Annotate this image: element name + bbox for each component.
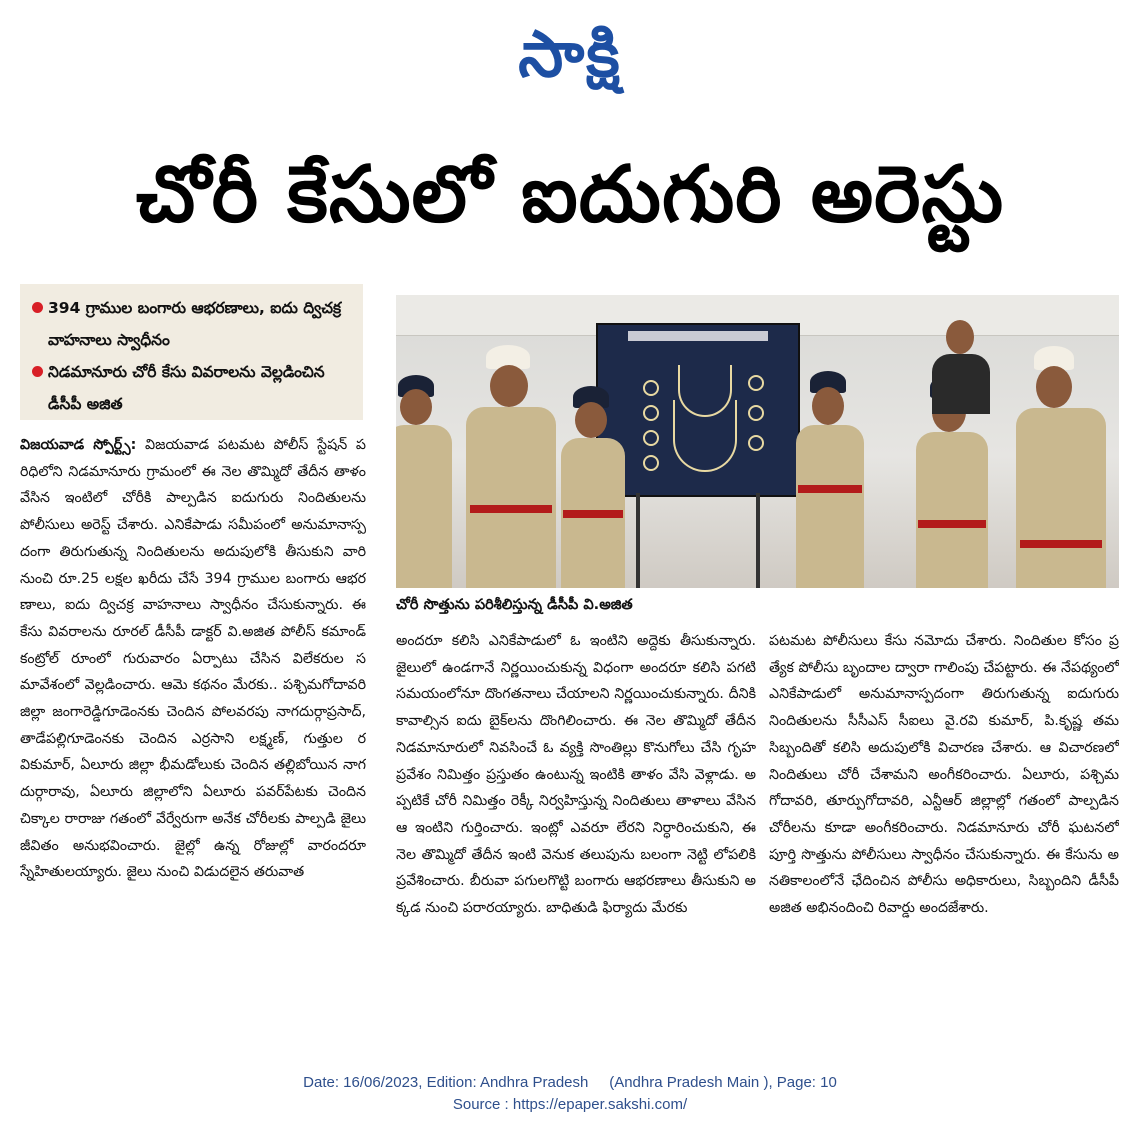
bangle-icon (748, 375, 764, 391)
headline: చోరీ కేసులో ఐదుగురి అరెస్టు (135, 150, 1005, 240)
highlight-text: 394 గ్రాముల బంగారు ఆభరణాలు, ఐదు ద్విచక్ర వాహనాలు స్వాధీనం (48, 299, 342, 349)
source-footer (0, 1072, 1140, 1116)
article-text: విజయవాడ పటమట పోలీస్ స్టేషన్ పరిధిలోని నిడమానూరు గ్రామంలో ఈ నెల తొమ్మిదో తేదీన తాళం వేసిన ఇంటిలో చోరీకి పాల్పడిన ఐదుగురు నిందితులను పోలీసులు అరెస్ట్ చేశారు. ఎనికేపాడు సమీపంలో అనుమానాస్పదంగా తిరుగుతున్న నిందితులను అదుపులోకి తీసుకుని వారి నుంచి రూ.25 లక్షల ఖరీదు చేసే 394 గ్రాముల బంగారు ఆభరణాలు, ఐదు ద్విచక్ర వాహనాలు స్వాధీనం చేసుకున్నారు. ఈ కేసు వివరాలను రూరల్ డీసీపీ డాక్టర్ వి.అజిత పోలీస్ కమాండ్ కంట్రోల్ రూంలో గురువారం ఏర్పాటు చేసిన విలేకరుల సమావేశంలో వెల్లడించారు. ఆమె కథనం మేరకు.. పశ్చిమగోదావరి జిల్లా జంగారెడ్డిగూడెంనకు చెందిన పోలవరపు నాగదుర్గాప్రసాద్, తాడేపల్లిగూడెంనకు చెందిన ఎర్రసాని లక్ష్మణ్, గుత్తుల రవికుమార్, ఏలూరు జిల్లా భీమడోలుకు చెందిన తల్లిబోయిన నాగదుర్గారావు, ఏలూరు జిల్లాలోని ఏలూరు పవర్‌పేటకు చెందిన చిక్కాల రారాజు గతంలో వేర్వేరుగా అనేక చోరీలకు పాల్పడి జైలు జీవితం అనుభవించారు. జైల్లో ఉన్న రోజుల్లో వారందరూ స్నేహితులయ్యారు. జైలు నుంచి విడుదలైన తరువాత (20, 437, 366, 881)
board-label (628, 331, 768, 341)
highlight-item (30, 292, 355, 356)
bangle-icon (748, 405, 764, 421)
easel-leg (756, 493, 760, 588)
bullet-icon (32, 302, 43, 313)
easel-leg (636, 493, 640, 588)
dateline: విజయవాడ స్పోర్ట్స్: (20, 437, 137, 453)
ring-icon (643, 405, 659, 421)
necklace-icon (673, 400, 737, 472)
article-text: పటమట పోలీసులు కేసు నమోదు చేశారు. నిందితుల కోసం ప్రత్యేక పోలీసు బృందాల ద్వారా గాలింపు చేపట్టారు. ఈ నేపథ్యంలో ఎనికేపాడులో అనుమానాస్పదంగా తిరుగుతున్న ఐదుగురు నిందితులను సీసీఎస్ సీఐలు వై.రవి కుమార్, పి.కృష్ణ తమ సిబ్బందితో కలిసి అదుపులోకి విచారణ చేశారు. ఆ విచారణలో నిందితులు చోరీ చేశామని అంగీకరించారు. ఏలూరు, పశ్చిమగోదావరి, తూర్పుగోదావరి, ఎన్టీఆర్ జిల్లాల్లో గతంలో పాల్పడిన చోరీలను కూడా అంగీకరించారు. నిడమానూరు చోరీ ఘటనలో పూర్తి సొత్తును పోలీసులు స్వాధీనం చేసుకున్నారు. ఈ కేసును అనతికాలంలోనే ఛేదించిన పోలీసు అధికారులు, సిబ్బందిని డీసీపీ అజిత అభినందించి రివార్డు అందజేశారు. (769, 633, 1119, 917)
ring-icon (643, 380, 659, 396)
highlight-text: నిడమానూరు చోరీ కేసు వివరాలను వెల్లడించిన డీసీపీ అజిత (48, 363, 325, 413)
highlight-item (30, 356, 355, 420)
footer-date-line: Date: 16/06/2023, Edition: Andhra Pradesh (Andhra Pradesh Main ), Page: 10 (303, 1074, 837, 1091)
article-column-1 (20, 432, 366, 1057)
news-photo (396, 295, 1119, 588)
ring-icon (643, 430, 659, 446)
ring-icon (643, 455, 659, 471)
article-text: అందరూ కలిసి ఎనికేపాడులో ఓ ఇంటిని అద్దెకు తీసుకున్నారు. జైలులో ఉండగానే నిర్ణయించుకున్న విధంగా అందరూ కలిసి పగటి సమయంలోనూ దొంగతనాలు చేయాలని నిర్ణయించుకున్నారు. దీనికి కావాల్సిన ఐదు బైక్‌లను దొంగిలించారు. ఈ నెల తొమ్మిదో తేదీన నిడమానూరులో నివసించే ఓ వ్యక్తి సొంతిల్లు కొనుగోలు చేసి గృహ ప్రవేశం నిమిత్తం ప్రస్తుతం ఉంటున్న ఇంటికి తాళం వేసి వెళ్లాడు. అప్పటికే చోరీ నిమిత్తం రెక్కీ నిర్వహిస్తున్న నిందితులు తాళాలు వేసిన ఆ ఇంటిని గుర్తించారు. ఇంట్లో ఎవరూ లేరని నిర్ధారించుకుని, ఈ నెల తొమ్మిదో తేదీన ఇంటి వెనుక తలుపును బలంగా నెట్టి లోపలికి ప్రవేశించారు. బీరువా పగులగొట్టి బంగారు ఆభరణాలు తీసుకుని అక్కడ నుంచి పరారయ్యారు. బాధితుడి ఫిర్యాదు మేరకు (396, 633, 756, 917)
bullet-icon (32, 366, 43, 377)
highlights-box (20, 284, 363, 420)
article-column-3 (769, 628, 1119, 1058)
bangle-icon (748, 435, 764, 451)
newspaper-logo: సాక్షి (518, 18, 622, 92)
article-column-2 (396, 628, 756, 1058)
footer-source-link[interactable]: Source : https://epaper.sakshi.com/ (452, 1096, 688, 1113)
photo-caption: చోరీ సొత్తును పరిశీలిస్తున్న డీసీపీ వి.అజిత (396, 597, 633, 613)
jewellery-display-board (596, 323, 800, 497)
